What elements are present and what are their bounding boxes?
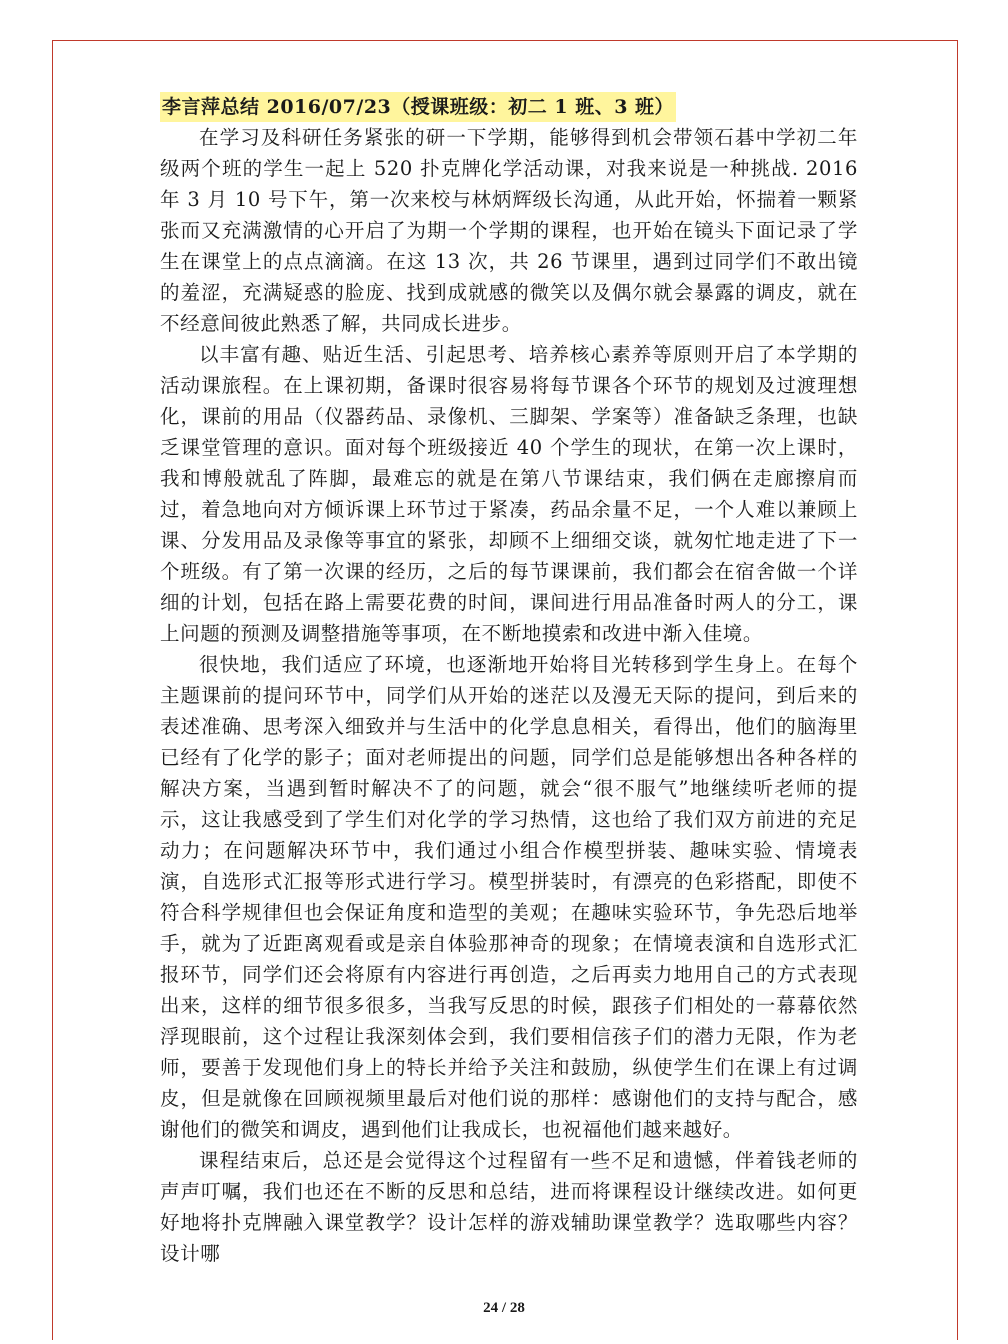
- paragraph-2: 以丰富有趣、贴近生活、引起思考、培养核心素养等原则开启了本学期的活动课旅程。在上课初期，备课时很容易将每节课各个环节的规划及过渡理想化，课前的用品（仪器药品、录像机、三脚架、学案等）准备缺乏条理，也缺乏课堂管理的意识。面对每个班级接近 40 个学生的现状，在第一次上课时，我和博般就乱了阵脚，最难忘的就是在第八节课结束，我们俩在走廊擦肩而过，着急地向对方倾诉课上环节过于紧凑，药品余量不足，一个人难以兼顾上课、分发用品及录像等事宜的紧张，却顾不上细细交谈，就匆忙地走进了下一个班级。有了第一次课的经历，之后的每节课课前，我们都会在宿舍做一个详细的计划，包括在路上需要花费的时间，课间进行用品准备时两人的分工，课上问题的预测及调整措施等事项，在不断地摸索和改进中渐入佳境。: [160, 343, 858, 645]
- page-number: 24 / 28: [483, 1300, 525, 1316]
- paragraph-3: 很快地，我们适应了环境，也逐渐地开始将目光转移到学生身上。在每个主题课前的提问环节中，同学们从开始的迷茫以及漫无天际的提问，到后来的表述准确、思考深入细致并与生活中的化学息息相关，看得出，他们的脑海里已经有了化学的影子；面对老师提出的问题，同学们总是能够想出各种各样的解决方案，当遇到暂时解决不了的问题，就会“很不服气”地继续听老师的提示，这让我感受到了学生们对化学的学习热情，这也给了我们双方前进的充足动力；在问题解决环节中，我们通过小组合作模型拼装、趣味实验、情境表演，自选形式汇报等形式进行学习。模型拼装时，有漂亮的色彩搭配，即使不符合科学规律但也会保证角度和造型的美观；在趣味实验环节，争先恐后地举手，就为了近距离观看或是亲自体验那神奇的现象；在情境表演和自选形式汇报环节，同学们还会将原有内容进行再创造，之后再卖力地用自己的方式表现出来，这样的细节很多很多，当我写反思的时候，跟孩子们相处的一幕幕依然浮现眼前，这个过程让我深刻体会到，我们要相信孩子们的潜力无限，作为老师，要善于发现他们身上的特长并给予关注和鼓励，纵使学生们在课上有过调皮，但是就像在回顾视频里最后对他们说的那样：感谢他们的支持与配合，感谢他们的微笑和调皮，遇到他们让我成长，也祝福他们越来越好。: [160, 653, 858, 1141]
- document-heading-wrap: [160, 92, 858, 122]
- paragraph-1: 在学习及科研任务紧张的研一下学期，能够得到机会带领石碁中学初二年级两个班的学生一起上 520 扑克牌化学活动课，对我来说是一种挑战. 2016 年 3 月 10 号下午，第一次来校与林炳辉级长沟通，从此开始，怀揣着一颗紧张而又充满激情的心开启了为期一个学期的课程，也开始在镜头下面记录了学生在课堂上的点点滴滴。在这 13 次，共 26 节课里，遇到过同学们不敢出镜的羞涩，充满疑惑的脸庞、找到成就感的微笑以及偶尔就会暴露的调皮，就在不经意间彼此熟悉了解，共同成长进步。: [160, 126, 858, 335]
- document-body: [160, 92, 858, 1269]
- document-heading: 李言萍总结 2016/07/23（授课班级：初二 1 班、3 班）: [160, 92, 676, 122]
- paragraph-4: 课程结束后，总还是会觉得这个过程留有一些不足和遗憾，伴着钱老师的声声叮嘱，我们也还在不断的反思和总结，进而将课程设计继续改进。如何更好地将扑克牌融入课堂教学？设计怎样的游戏辅助课堂教学？选取哪些内容？设计哪: [160, 1149, 858, 1265]
